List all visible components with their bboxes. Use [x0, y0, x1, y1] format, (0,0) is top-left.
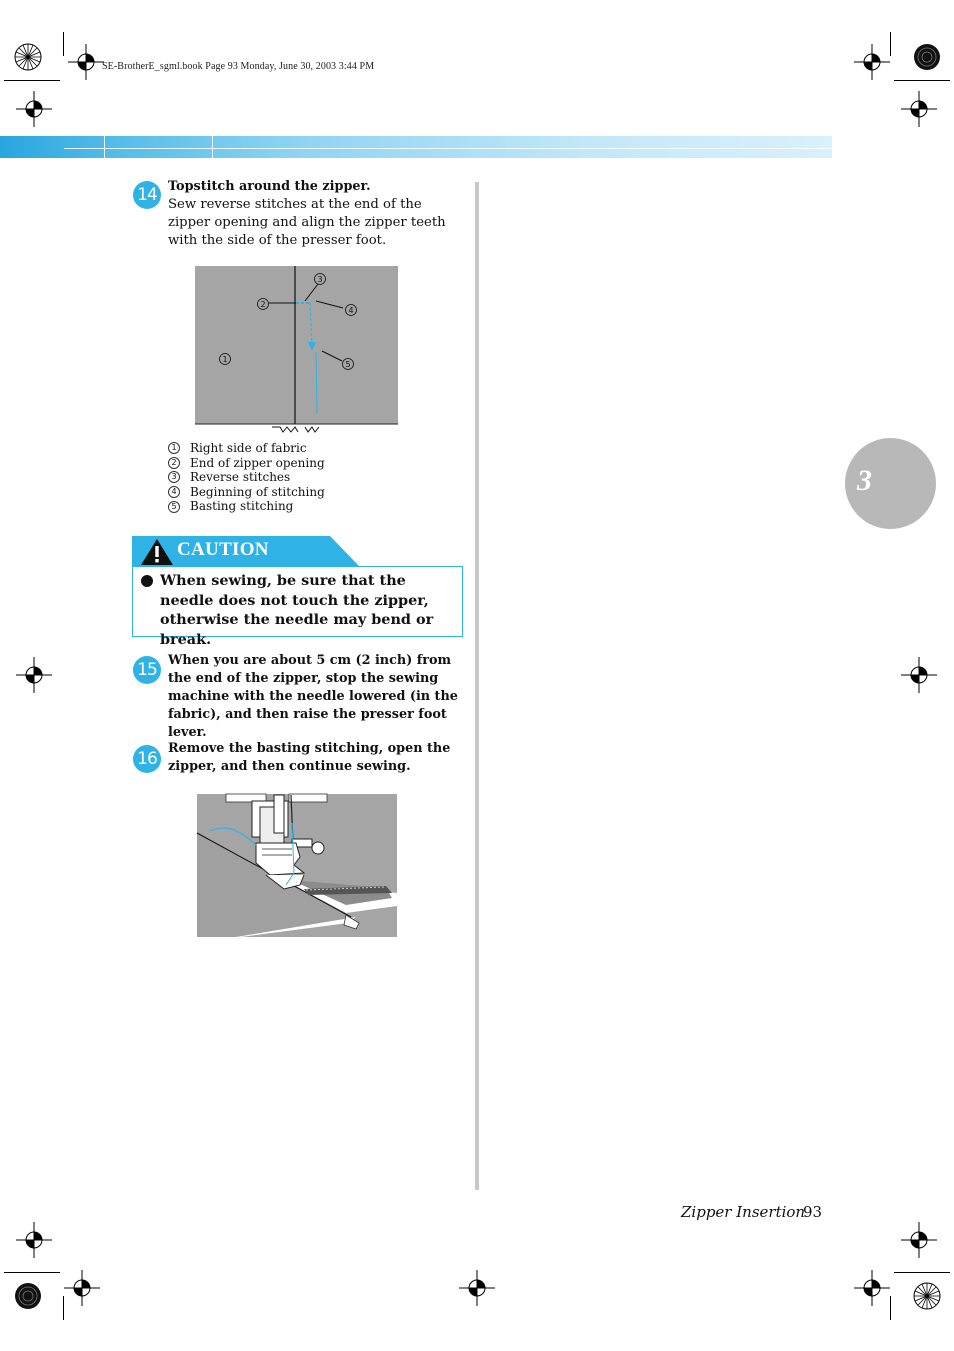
figure-legend [168, 441, 325, 514]
chapter-number: 3 [857, 464, 872, 497]
crosshair-icon [60, 1266, 104, 1310]
step-15-text: When you are about 5 cm (2 inch) from the end of the zipper, stop the sewing machine with the needle lowered (in the fabric), and then raise the presser foot lever. [168, 653, 458, 740]
crosshair-icon [897, 87, 941, 131]
legend-label: Basting stitching [190, 499, 294, 514]
header-band [0, 136, 832, 158]
legend-label: Reverse stitches [190, 470, 291, 485]
page-number: 93 [803, 1203, 823, 1221]
legend-item [168, 470, 325, 485]
legend-number: 5 [168, 501, 180, 513]
header-band-line [64, 148, 832, 149]
crosshair-icon [850, 40, 894, 84]
crop-line [894, 80, 950, 81]
callout-1: 1 [222, 355, 228, 364]
step-number-badge: 14 [133, 181, 161, 209]
legend-number: 2 [168, 457, 180, 469]
legend-label: End of zipper opening [190, 455, 325, 470]
crop-line [63, 32, 64, 56]
column-divider [475, 182, 479, 1190]
zipper-topstitch-figure [192, 264, 402, 438]
crop-line [894, 1272, 950, 1273]
legend-item [168, 485, 325, 500]
caution-text: When sewing, be sure that the needle does not touch the zipper, otherwise the needle may bend or break. [160, 572, 434, 648]
crop-line [4, 80, 60, 81]
registration-target-icon [3, 1271, 53, 1321]
crosshair-icon [12, 87, 56, 131]
step-number-badge: 15 [133, 656, 161, 684]
crop-line [890, 1296, 891, 1320]
callout-4: 4 [348, 306, 354, 315]
callout-2: 2 [260, 300, 266, 309]
header-band-divider [212, 136, 213, 158]
print-header: SE-BrotherE_sgml.book Page 93 Monday, June 30, 2003 3:44 PM [102, 61, 375, 72]
legend-item [168, 499, 325, 514]
registration-target-icon [3, 32, 53, 82]
legend-number: 3 [168, 471, 180, 483]
step-16-text: Remove the basting stitching, open the zipper, and then continue sewing. [168, 741, 451, 774]
warning-triangle-icon [140, 538, 174, 566]
header-band-divider [104, 136, 105, 158]
crosshair-icon [897, 1218, 941, 1262]
callout-5: 5 [345, 360, 351, 369]
crosshair-icon [850, 1266, 894, 1310]
legend-item [168, 456, 325, 471]
crosshair-icon [455, 1266, 499, 1310]
legend-label: Beginning of stitching [190, 484, 325, 499]
caution-title: CAUTION [177, 539, 269, 560]
step-number-badge: 16 [133, 745, 161, 773]
step-body: Sew reverse stitches at the end of the zipper opening and align the zipper teeth with the side of the presser foot. [168, 197, 446, 248]
bullet-icon [141, 575, 153, 587]
step-heading: Topstitch around the zipper. [168, 179, 371, 194]
crop-line [63, 1296, 64, 1320]
crosshair-icon [897, 653, 941, 697]
legend-number: 4 [168, 486, 180, 498]
legend-label: Right side of fabric [190, 441, 307, 455]
crosshair-icon [12, 653, 56, 697]
registration-target-icon [902, 32, 952, 82]
legend-item [168, 441, 325, 456]
registration-target-icon [902, 1271, 952, 1321]
step-14-text [168, 178, 466, 250]
callout-3: 3 [317, 275, 323, 284]
footer-section-title: Zipper Insertion [681, 1203, 806, 1221]
crop-line [890, 32, 891, 56]
legend-number: 1 [168, 442, 180, 454]
presser-foot-sewing-figure [196, 793, 400, 939]
crop-line [4, 1272, 60, 1273]
crosshair-icon [12, 1218, 56, 1262]
